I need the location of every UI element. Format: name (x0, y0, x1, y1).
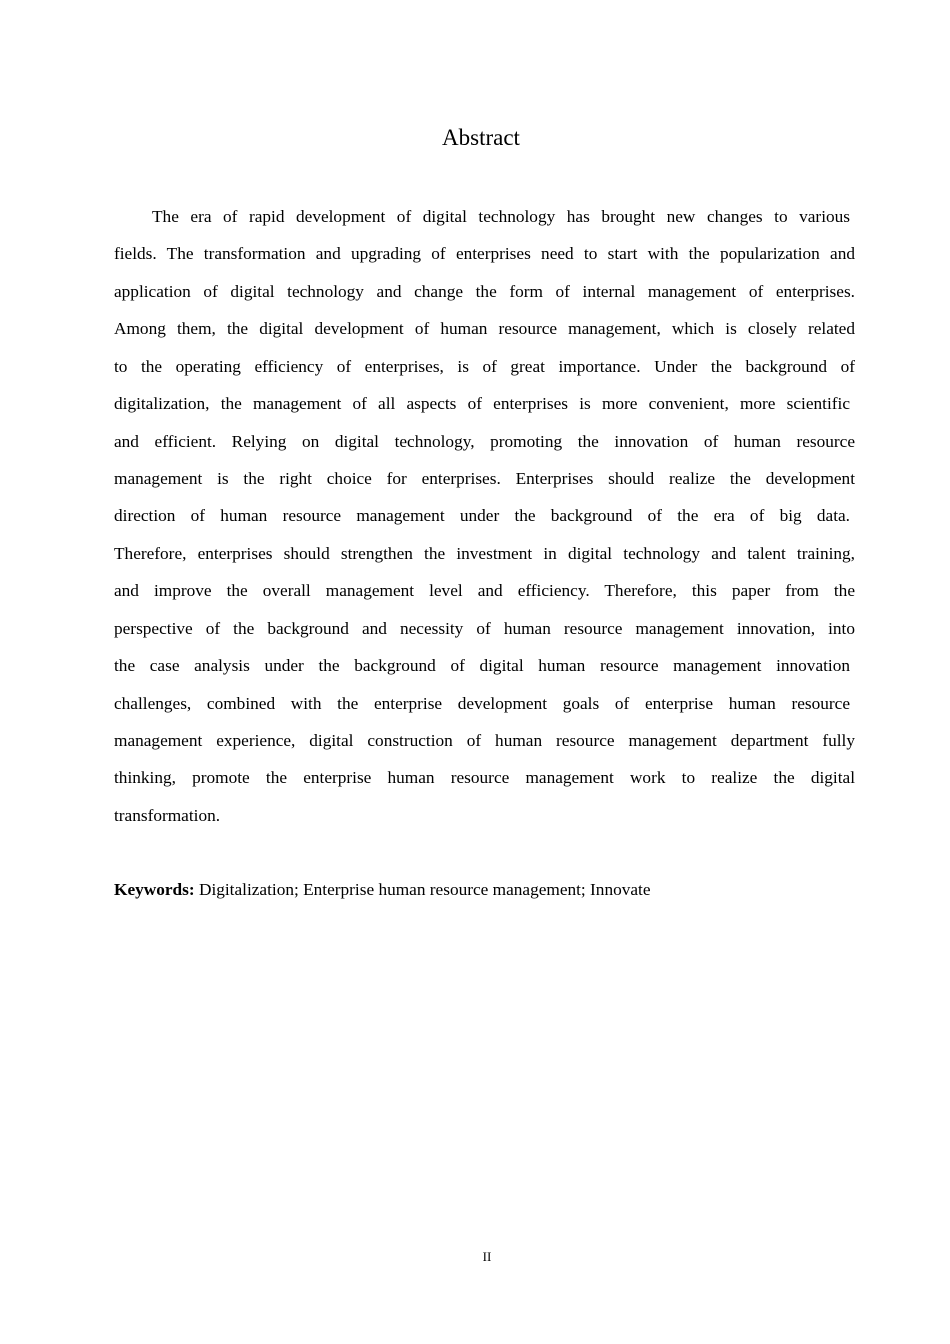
abstract-line: digitalization, the management of all aspects of enterprises is more convenient, more scientific (114, 394, 850, 413)
abstract-line: Therefore, enterprises should strengthen the investment in digital technology and talent training, (114, 544, 855, 563)
abstract-line: and efficient. Relying on digital technology, promoting the innovation of human resource (114, 432, 855, 451)
abstract-line: transformation. (114, 806, 221, 825)
abstract-line: management is the right choice for enterprises. Enterprises should realize the development (114, 469, 855, 488)
abstract-line: management experience, digital construction of human resource management department fully (114, 731, 855, 750)
keywords-line (114, 879, 651, 901)
abstract-line: the case analysis under the background of digital human resource management innovation (114, 656, 850, 675)
page-number: II (482, 1249, 492, 1264)
abstract-line: challenges, combined with the enterprise development goals of enterprise human resource (114, 694, 850, 713)
abstract-line: application of digital technology and change the form of internal management of enterprises. (114, 282, 855, 301)
abstract-line: fields. The transformation and upgrading of enterprises need to start with the popularization and (114, 244, 855, 263)
abstract-line: Among them, the digital development of human resource management, which is closely related (114, 319, 855, 338)
keywords-value: Digitalization; Enterprise human resource management; Innovate (194, 880, 651, 899)
abstract-line: The era of rapid development of digital technology has brought new changes to various (152, 207, 850, 226)
abstract-line: and improve the overall management level and efficiency. Therefore, this paper from the (114, 581, 855, 600)
abstract-line: perspective of the background and necessity of human resource management innovation, into (114, 619, 855, 638)
keywords-label: Keywords: (114, 880, 195, 899)
abstract-line: direction of human resource management under the background of the era of big data. (114, 506, 850, 525)
abstract-line: thinking, promote the enterprise human resource management work to realize the digital (114, 768, 855, 787)
abstract-line: to the operating efficiency of enterprises, is of great importance. Under the background of (114, 357, 855, 376)
abstract-title: Abstract (442, 125, 520, 150)
